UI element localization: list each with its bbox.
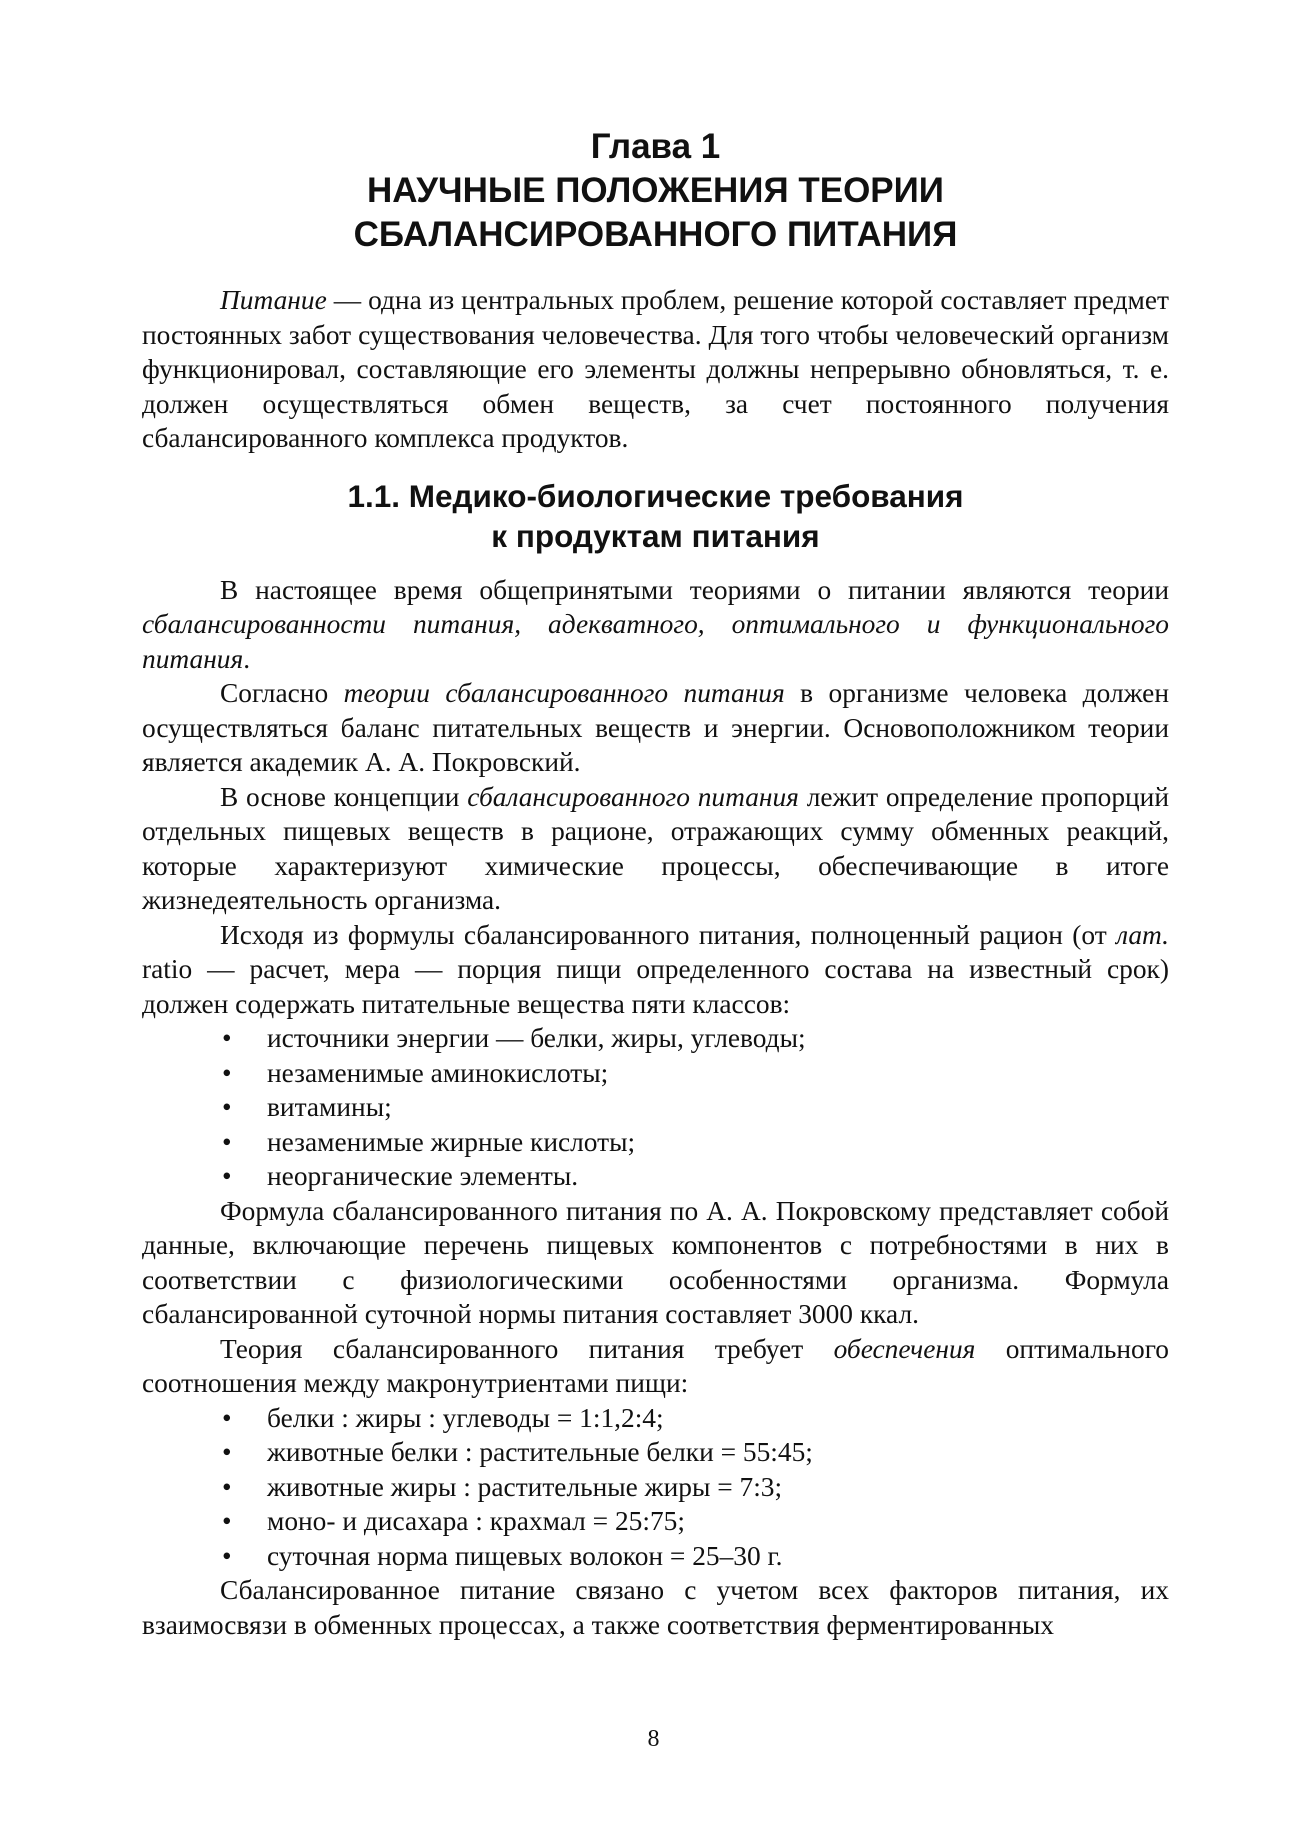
list-item-text: витамины; [267,1092,392,1122]
list-item [142,1504,1169,1539]
paragraph-7 [142,1573,1169,1642]
bullet-icon: • [222,1437,232,1467]
intro-term: Питание [220,285,327,315]
chapter-heading [142,125,1169,257]
list-item-text: незаменимые аминокислоты; [267,1057,609,1088]
page-content [142,125,1169,1642]
intro-text: — одна из центральных проблем, решение которой составляет предмет постоянных забот существования человечества. Для того чтобы человеческий организм функционировал, составляющие его элементы должны непрерывно обновляться, т. е. должен осуществляться обмен веществ, за счет постоянного получения сбалансированного комплекса продуктов. [142,285,1169,453]
paragraph-6-emphasis: обеспечения [833,1333,976,1364]
paragraph-2 [142,676,1169,780]
paragraph-6-text-c: оптимального соотношения между макронутриентами пищи: [142,1333,1170,1398]
paragraph-6 [142,1332,1169,1401]
list-item-text: неорганические элементы. [267,1161,579,1191]
list-item [142,1470,1169,1505]
paragraph-4-emphasis: лат. [1116,919,1169,950]
list-item [142,1056,1169,1091]
list-item-text: незаменимые жирные кислоты; [267,1126,636,1157]
chapter-title-line-1: НАУЧНЫЕ ПОЛОЖЕНИЯ ТЕОРИИ [367,171,944,210]
list-item-text: животные жиры : растительные жиры = 7:3; [267,1471,783,1502]
chapter-label: Глава 1 [590,127,721,166]
list-item [142,1401,1169,1436]
section-title-line-1: 1.1. Медико-биологические требования [347,477,964,514]
bullet-icon: • [222,1471,232,1502]
paragraph-2-text-a: Согласно [220,678,344,708]
paragraph-1-text-a: В настоящее время общепринятыми теориями о питании являются теории [220,574,1169,605]
list-item [142,1125,1169,1160]
list-item-text: источники энергии — белки, жиры, углеводы; [267,1023,806,1053]
section-heading [142,476,1169,556]
paragraph-4 [142,918,1169,1022]
paragraph-3 [142,780,1169,918]
list-item [142,1021,1169,1056]
paragraph-5 [142,1194,1169,1332]
macronutrient-ratios-list [142,1401,1169,1574]
section-body [142,573,1169,1643]
bullet-icon: • [222,1023,232,1053]
list-item-text: животные белки : растительные белки = 55:45; [267,1437,813,1467]
paragraph-2-text-c: в организме человека должен осуществляться баланс питательных веществ и энергии. Основоположником теории является академик А. А. Покровский. [142,678,1169,777]
bullet-icon: • [222,1402,232,1433]
page-number: 8 [647,1726,660,1752]
bullet-icon: • [222,1540,232,1571]
intro-paragraph [142,283,1169,456]
bullet-icon: • [222,1126,232,1157]
paragraph-4-text-a: Исходя из формулы сбалансированного питания, полноценный рацион (от [220,919,1117,950]
list-item-text: суточная норма пищевых волокон = 25–30 г. [267,1540,783,1571]
paragraph-1-emphasis: сбалансированности питания, адекватного, оптимального и функционального питания [142,609,1169,674]
list-item [142,1090,1169,1125]
bullet-icon: • [222,1092,232,1122]
list-item-text: моно- и дисахара : крахмал = 25:75; [267,1506,685,1536]
paragraph-3-text-c: лежит определение пропорций отдельных пищевых веществ в рационе, отражающих сумму обменных реакций, которые характеризуют химические процессы, обеспечивающие в итоге жизнедеятельность организма. [142,781,1169,915]
paragraph-3-text-a: В основе концепции [220,781,468,812]
paragraph-7-text: Сбалансированное питание связано с учетом всех факторов питания, их взаимосвязи в обменных процессах, а также соответствия ферментированных [142,1575,1169,1640]
nutrient-classes-list [142,1021,1169,1194]
list-item [142,1435,1169,1470]
paragraph-1-text-c: . [243,643,251,674]
list-item [142,1539,1169,1574]
paragraph-5-text: Формула сбалансированного питания по А. А. Покровскому представляет собой данные, включающие перечень пищевых компонентов с потребностями в них в соответствии с физиологическими особенностями организма. Формула сбалансированной суточной нормы питания составляет 3000 ккал. [142,1195,1169,1329]
list-item [142,1159,1169,1194]
paragraph-1 [142,573,1169,677]
section-title-line-2: к продуктам питания [491,517,820,554]
bullet-icon: • [222,1506,232,1536]
bullet-icon: • [222,1057,232,1088]
paragraph-6-text-a: Теория сбалансированного питания требует [220,1333,834,1364]
paragraph-4-text-c: ratio — расчет, мера — порция пищи определенного состава на известный срок) должен содержать питательные вещества пяти классов: [142,954,1169,1019]
bullet-icon: • [222,1161,232,1191]
paragraph-3-emphasis: сбалансированного питания [467,781,799,812]
list-item-text: белки : жиры : углеводы = 1:1,2:4; [267,1402,664,1433]
paragraph-2-emphasis: теории сбалансированного питания [343,678,785,708]
chapter-intro [142,283,1169,456]
chapter-title-line-2: СБАЛАНСИРОВАННОГО ПИТАНИЯ [353,215,958,254]
